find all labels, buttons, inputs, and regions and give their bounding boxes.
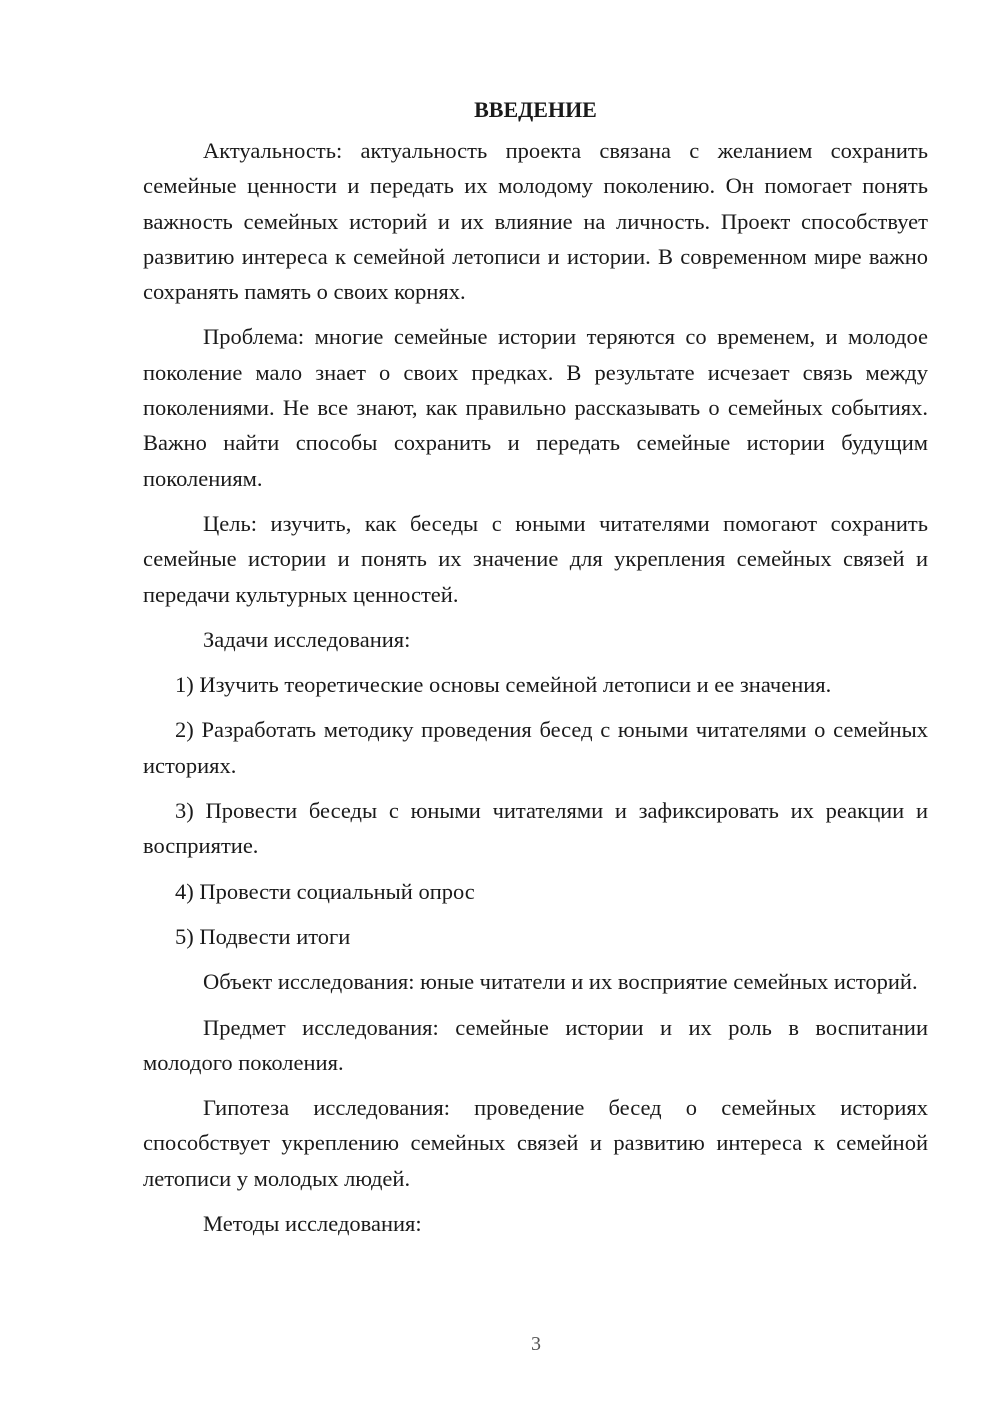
- relevance-paragraph: Актуальность: актуальность проекта связана с желанием сохранить семейные ценности и передать их молодому поколению. Он помогает понять важность семейных историй и их влияние на личность. Проект способствует развитию интереса к семейной летописи и истории. В современном мире важно сохранять память о своих корнях.: [143, 138, 928, 305]
- goal-paragraph: Цель: изучить, как беседы с юными читателями помогают сохранить семейные истории и понять их значение для укрепления семейных связей и передачи культурных ценностей.: [143, 510, 928, 607]
- problem-paragraph: Проблема: многие семейные истории теряются со временем, и молодое поколение мало знает о своих предках. В результате исчезает связь между поколениями. Не все знают, как правильно рассказывать о семейных событиях. Важно найти способы сохранить и передать семейные истории будущим поколениям.: [143, 324, 928, 491]
- methods-heading: Методы исследования:: [203, 1211, 422, 1237]
- task-item-4: 4) Провести социальный опрос: [175, 878, 475, 904]
- tasks-heading: Задачи исследования:: [203, 626, 411, 652]
- hypothesis-paragraph: Гипотеза исследования: проведение бесед о семейных историях способствует укреплению семейных связей и развитию интереса к семейной летописи у молодых людей.: [143, 1095, 928, 1191]
- section-heading: ВВЕДЕНИЕ: [474, 97, 597, 122]
- task-item-3: 3) Провести беседы с юными читателями и зафиксировать их реакции и восприятие.: [143, 798, 928, 859]
- task-item-2: 2) Разработать методику проведения бесед с юными читателями о семейных историях.: [143, 717, 928, 778]
- page-number: 3: [531, 1333, 541, 1355]
- task-item-1: 1) Изучить теоретические основы семейной летописи и ее значения.: [175, 672, 832, 698]
- object-paragraph: Объект исследования: юные читатели и их восприятие семейных историй.: [203, 969, 918, 995]
- task-item-5: 5) Подвести итоги: [175, 923, 351, 949]
- subject-paragraph: Предмет исследования: семейные истории и их роль в воспитании молодого поколения.: [143, 1014, 928, 1075]
- page-content: [143, 95, 928, 1241]
